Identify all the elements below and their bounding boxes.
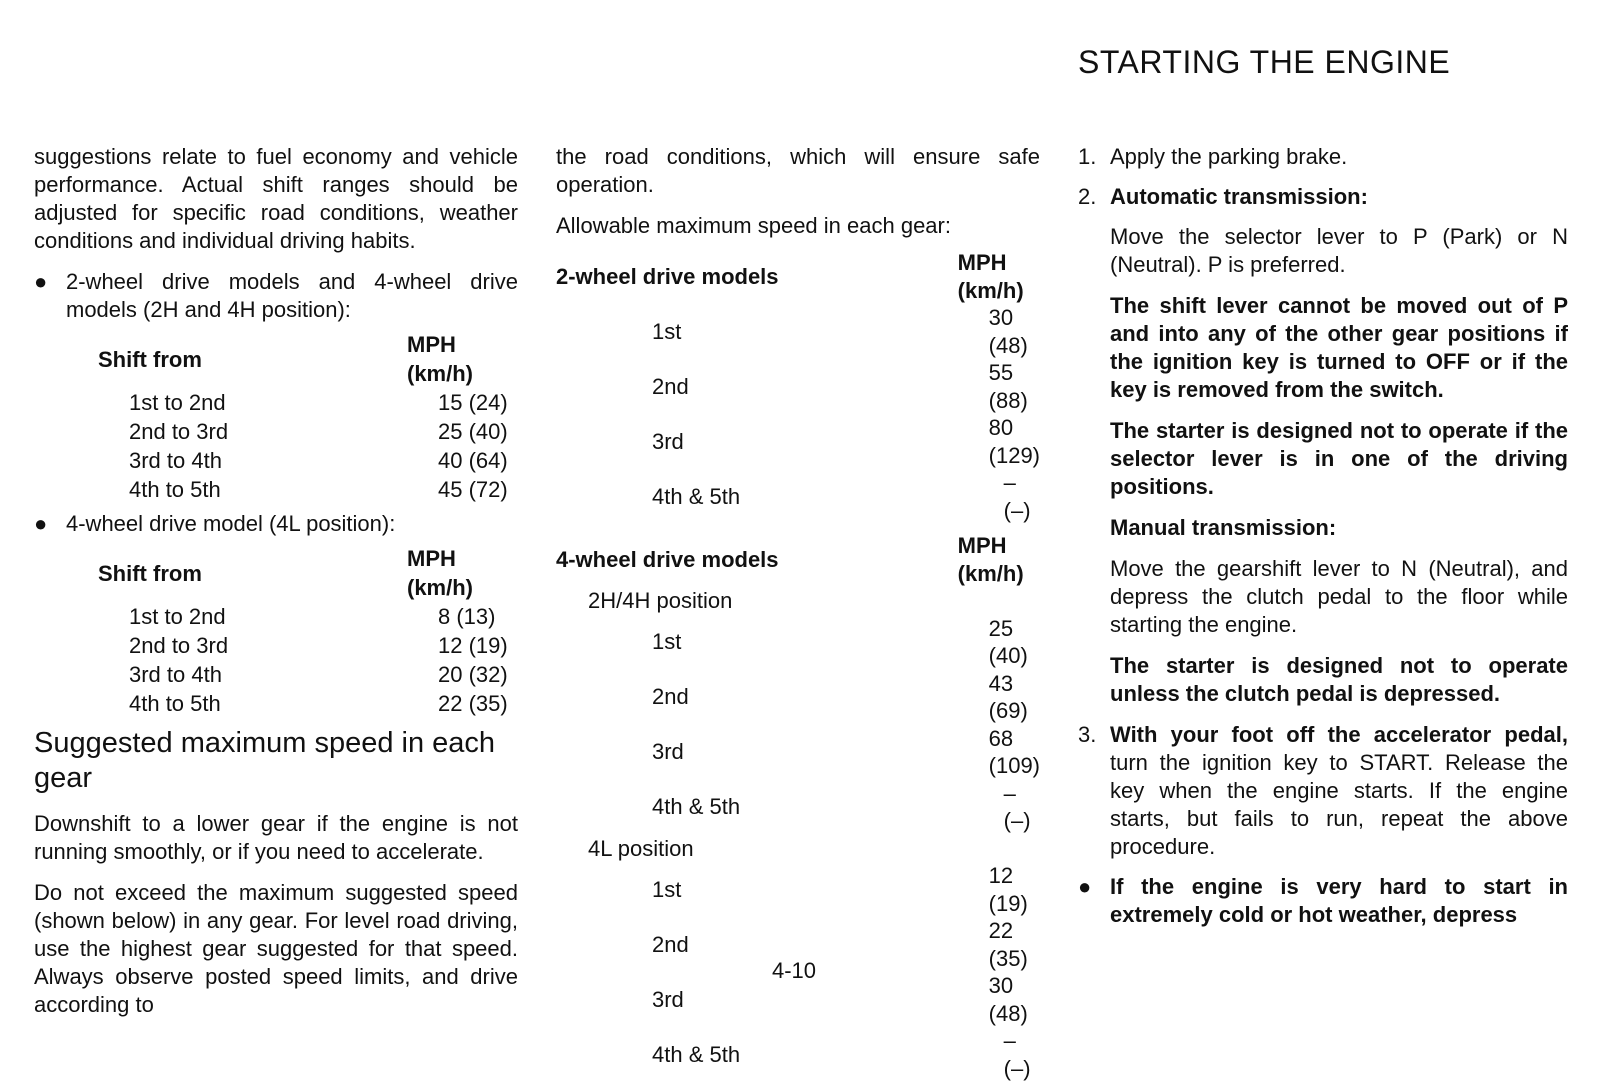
intro-paragraph: suggestions relate to fuel economy and vehicle performance. Actual shift ranges should be adjusted for specific road conditions, weather conditions and individual driving habits. [34,144,518,253]
step-text: Automatic transmission: [1110,184,1368,209]
table-row [556,359,1040,414]
step-3 [1078,721,1568,861]
speed-cell: 45 (72) [438,477,508,502]
table-row [556,670,1040,725]
shift-cell: 4th to 5th [129,477,221,502]
bullet-text: If the engine is very hard to start in extremely cold or hot weather, depress [1110,874,1568,927]
bullet-4l [34,510,518,538]
shift-cell: 3rd to 4th [129,662,222,687]
shift-table-4l [98,544,518,718]
gear-cell: 3rd [652,986,684,1012]
table-row [556,587,1040,615]
table-row [98,631,518,660]
4wd-header: 4-wheel drive models [556,546,779,572]
mph-header: MPH (km/h) [957,250,1024,303]
speed-cell: – (–) [1003,470,1031,523]
shift-cell: 2nd to 3rd [129,419,229,444]
table-row [556,304,1040,359]
shift-cell: 3rd to 4th [129,448,222,473]
gear-cell: 2nd [652,684,689,710]
automatic-text: Move the selector lever to P (Park) or N (Neutral). P is preferred. [1110,224,1568,277]
table-row [556,1027,1040,1082]
bullet-dot-icon: ● [34,511,48,536]
speed-cell: 15 (24) [438,390,508,415]
gear-cell: 1st [652,318,682,344]
column-middle [556,143,1040,1082]
speed-cell: 43 (69) [988,670,1028,723]
table-row [98,602,518,631]
step-2 [1078,183,1568,211]
step-1 [1078,143,1568,171]
gear-cell: 4th & 5th [652,483,741,509]
manual-heading: Manual transmission: [1110,515,1337,540]
table-row [556,469,1040,524]
gear-cell: 3rd [652,428,684,454]
step-number: 1. [1078,144,1097,169]
step-number: 3. [1078,722,1097,747]
speed-cell: – (–) [1003,780,1031,833]
downshift-paragraph: Downshift to a lower gear if the engine is not running smoothly, or if you need to accelerate. [34,811,518,864]
gear-cell: 2nd [652,373,689,399]
speed-cell: 25 (40) [438,419,508,444]
table-row [98,388,518,417]
2wd-header: 2-wheel drive models [556,263,779,289]
table-row [98,475,518,504]
mph-header: MPH (km/h) [957,533,1024,586]
shift-cell: 1st to 2nd [129,390,226,415]
shift-cell: 1st to 2nd [129,604,226,629]
mph-header: MPH (km/h) [407,332,473,386]
bullet-2wd-4wd [34,268,518,324]
shift-from-header: Shift from [98,560,202,586]
gear-cell: 3rd [652,739,684,765]
gear-cell: 4th & 5th [652,1041,741,1067]
shift-cell: 2nd to 3rd [129,633,229,658]
table-row [556,725,1040,780]
bullet-text: 2-wheel drive models and 4-wheel drive models (2H and 4H position): [66,269,518,322]
allowable-speed-intro: Allowable maximum speed in each gear: [556,213,951,238]
shift-lever-warning: The shift lever cannot be moved out of P and into any of the other gear positions if the ignition key is turned to OFF or if the key is removed from the switch. [1110,293,1568,402]
bullet-dot-icon: ● [1078,874,1092,899]
table-header-row [556,524,1040,587]
gear-cell: 1st [652,876,682,902]
table-header-row [98,544,518,602]
speed-cell: 22 (35) [988,918,1028,971]
table-row [556,780,1040,835]
step-text: Apply the parking brake. [1110,144,1348,169]
max-speed-paragraph: Do not exceed the maximum suggested speed (shown below) in any gear. For level road driving, use the highest gear suggested for that speed. Always observe posted speed limits, and drive according to [34,880,518,1017]
speed-cell: 30 (48) [988,973,1028,1026]
speed-cell: 20 (32) [438,662,508,687]
step-text [1110,721,1568,861]
gear-cell: 4th & 5th [652,794,741,820]
table-row [98,446,518,475]
column-right [1078,143,1568,933]
step-3-rest: turn the ignition key to START. Release the key when the engine starts. If the engine starts, but fails to run, repeat the above procedure. [1110,750,1568,859]
position-label: 2H/4H position [588,588,733,613]
bullet-dot-icon: ● [34,269,48,294]
continuation-paragraph: the road conditions, which will ensure safe operation. [556,144,1040,197]
gear-cell: 1st [652,629,682,655]
step-3-bold: With your foot off the accelerator pedal, [1110,722,1568,747]
step-number: 2. [1078,184,1097,209]
speed-cell: 40 (64) [438,448,508,473]
bullet-text: 4-wheel drive model (4L position): [66,511,396,536]
table-row [556,835,1040,863]
table-row [556,862,1040,917]
table-header-row [556,249,1040,304]
speed-cell: 68 (109) [988,725,1040,778]
speed-cell: – (–) [1003,1028,1031,1081]
table-row [556,615,1040,670]
table-header-row [98,330,518,388]
speed-cell: 30 (48) [988,305,1028,358]
shift-from-header: Shift from [98,346,202,372]
table-row [98,417,518,446]
speed-cell: 55 (88) [988,360,1028,413]
table-row [556,414,1040,469]
gear-cell: 2nd [652,931,689,957]
speed-cell: 8 (13) [438,604,496,629]
mph-header: MPH (km/h) [407,546,473,600]
shift-cell: 4th to 5th [129,691,221,716]
shift-table-2h-4h [98,330,518,504]
section-heading: Suggested maximum speed in each gear [34,727,496,794]
manual-text: Move the gearshift lever to N (Neutral), and depress the clutch pedal to the floor while starting the engine. [1110,556,1568,637]
page-title: STARTING THE ENGINE [1078,44,1451,80]
speed-cell: 80 (129) [988,415,1040,468]
hard-start-bullet [1078,873,1568,929]
table-row [98,660,518,689]
speed-cell: 22 (35) [438,691,508,716]
selector-starter-warning: The starter is designed not to operate if the selector lever is in one of the driving positions. [1110,418,1568,499]
clutch-starter-warning: The starter is designed not to operate unless the clutch pedal is depressed. [1110,653,1568,706]
speed-cell: 12 (19) [988,863,1028,916]
page-number: 4-10 [772,958,817,983]
speed-cell: 12 (19) [438,633,508,658]
column-left [34,143,518,1032]
table-row [98,689,518,718]
speed-cell: 25 (40) [988,615,1028,668]
position-label: 4L position [588,835,694,861]
